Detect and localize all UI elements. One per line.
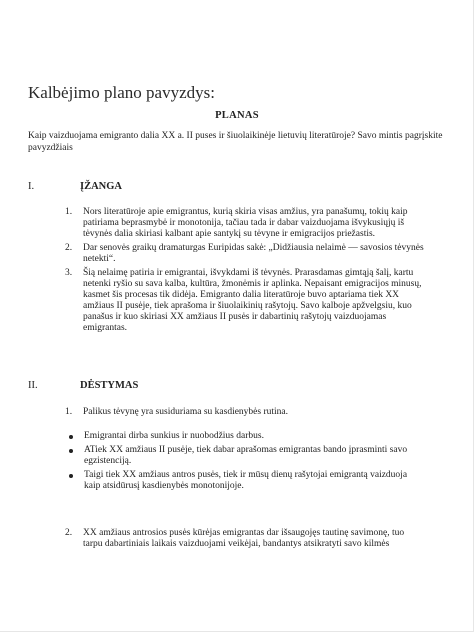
section-title: ĮŽANGA: [80, 181, 123, 192]
bullet-icon: [69, 474, 73, 478]
section-number: I.: [28, 181, 35, 192]
bullet-item: [68, 431, 413, 442]
list-item-number: 1.: [65, 207, 73, 217]
intro-question: Kaip vaizduojama emigranto dalia XX a. II puses ir šiuolaikinėje lietuvių literatūroje? Savo mintis pagrįskite pavyzdžiais: [28, 131, 443, 153]
list-item-number: 1.: [65, 407, 73, 417]
list-item-number: 2.: [65, 528, 73, 538]
bullet-text: Taigi tiek XX amžiaus antros pusės, tiek ir mūsų dienų rašytojai emigrantą vaizduoja kaip atsidūrusį kasdienybės monotonijoje.: [84, 470, 408, 491]
list-item-text: Palikus tėvynę yra susiduriama su kasdienybės rutina.: [83, 407, 289, 417]
list-item-text: Šią nelaimę patiria ir emigrantai, išvykdami iš tėvynės. Prarasdamas gimtąją šalį, kartu netenki ryšio su sava kalba, kultūra, žmonėmis ir aplinka. Nepaisant emigracijos minusų, kasmet šis procesas tik didėja. Emigranto dalia literatūroje buvo aptariama tiek XX amžiaus II pusėje, tiek aprašoma ir šiuolaikinių rašytojų. Savo kalboje apžvelgsiu, kuo panašus ir kuo skiriasi XX amžiaus II pusės ir dabartinių rašytojų vaizduojamas emigrantas.: [83, 268, 422, 333]
list-item-text: Nors literatūroje apie emigrantus, kurią skiria visas amžius, yra panašumų, tokių kaip patiriama beprasmybė ir monotonija, tačiau tada ir dabar vaizduojama išvykusiųjų iš tėvynės dalia skiriasi kalbant apie santykį su tėvyne ir emigracijos priežastis.: [83, 207, 408, 239]
bullet-icon: [69, 449, 73, 453]
section-title: DĖSTYMAS: [80, 380, 139, 391]
list-item: [65, 243, 425, 265]
document-title: Kalbėjimo plano pavyzdys:: [28, 83, 215, 102]
list-item: [65, 207, 425, 240]
destymas-list: [65, 407, 425, 421]
list-item: [65, 407, 425, 418]
izanga-list: [65, 207, 425, 337]
bullet-text: Emigrantai dirba sunkius ir nuobodžius darbus.: [84, 431, 264, 441]
list-item-number: 2.: [65, 243, 73, 253]
bullet-item: [68, 445, 413, 467]
list-item-text: XX amžiaus antrosios pusės kūrėjas emigrantas dar išsaugojęs tautinę savimonę, tuo tarpu dabartiniais laikais vaizduojami veikėjai, bandantys atsikratyti savo kilmės: [83, 528, 405, 549]
section-number: II.: [28, 380, 38, 391]
bullet-text: ATiek XX amžiaus II pusėje, tiek dabar aprašomas emigrantas bando įprasminti savo egzistenciją.: [84, 445, 408, 466]
section-heading-izanga: [28, 181, 448, 195]
plan-heading: PLANAS: [215, 110, 259, 121]
bullet-icon: [69, 435, 73, 439]
list-item-text: Dar senovės graikų dramaturgas Euripidas sakė: „Didžiausia nelaimė — savosios tėvynės netekti“.: [83, 243, 424, 264]
section-heading-destymas: [28, 380, 448, 394]
bullet-item: [68, 470, 413, 492]
destymas-bullets: [68, 431, 413, 495]
list-item-number: 3.: [65, 268, 73, 278]
destymas-list-continued: [65, 528, 425, 553]
list-item: [65, 528, 425, 550]
list-item: [65, 268, 425, 334]
